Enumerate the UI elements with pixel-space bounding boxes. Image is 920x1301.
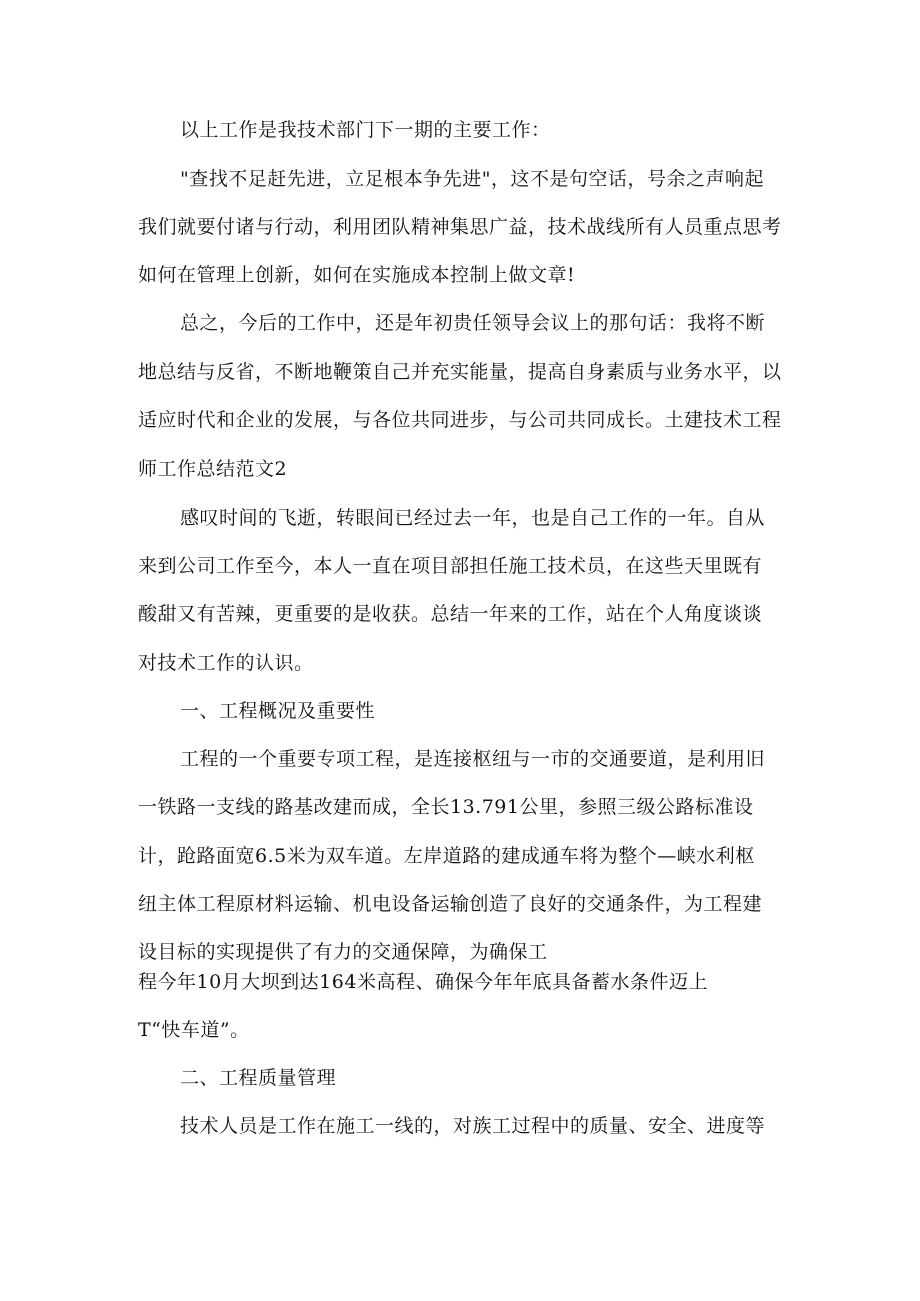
text-line: 纽主体工程原材料运输、机电设备运输创造了良好的交通条件，为工程建 [138,893,763,915]
text-line: T“快车道”。 [138,1019,250,1041]
text-line: 如何在管理上创新，如何在实施成本控制上做文章! [138,264,576,286]
text-line: 技术人员是工作在施工一线的，对族工过程中的质量、安全、进度等 [180,1115,766,1137]
text-line: 总之，今后的工作中，还是年初贵任领导会议上的那句话：我将不断 [180,312,766,334]
text-line: "查找不足赶先进，立足根本争先进"，这不是句空话，号余之声响起 [180,168,764,190]
text-line: 工程的一个重要专项工程，是连接枢纽与一市的交通要道，是利用旧 [180,748,766,770]
text-line: 适应时代和企业的发展，与各位共同进步，与公司共同成长。土建技术工程 [138,409,782,431]
text-line: 程今年10月大坝到达164米高程、确保今年年底具备蓄水条件迈上 [138,971,708,993]
text-line: 酸甜又有苦辣，更重要的是收获。总结一年来的工作，站在个人角度谈谈 [138,603,763,625]
section-heading: 一、工程概况及重要性 [180,700,376,722]
section-heading: 二、工程质量管理 [180,1067,337,1089]
text-line: 来到公司工作至今，本人一直在项目部担任施工技术员，在这些天里既有 [138,555,763,577]
text-line: 计，跄路面宽6.5米为双车道。左岸道路的建成通车将为整个—峡水利枢 [138,845,755,867]
text-line: 我们就要付诸与行动，利用团队精神集思广益，技术战线所有人员重点思考 [138,216,782,238]
text-line: 一铁路一支线的路基改建而成，全长13.791公里，参照三级公路标准设 [138,796,754,818]
text-line: 对技术工作的认识。 [138,652,314,674]
text-line: 感叹时间的飞逝，转眼间已经过去一年，也是自己工作的一年。自从 [180,507,766,529]
text-line: 以上工作是我技术部门下一期的主要工作： [180,119,551,141]
text-line: 师工作总结范文2 [138,458,288,480]
text-line: 地总结与反省，不断地鞭策自己并充实能量，提高自身素质与业务水平，以 [138,361,782,383]
text-line: 设目标的实现提供了有力的交通保障，为确保工 [138,941,548,963]
